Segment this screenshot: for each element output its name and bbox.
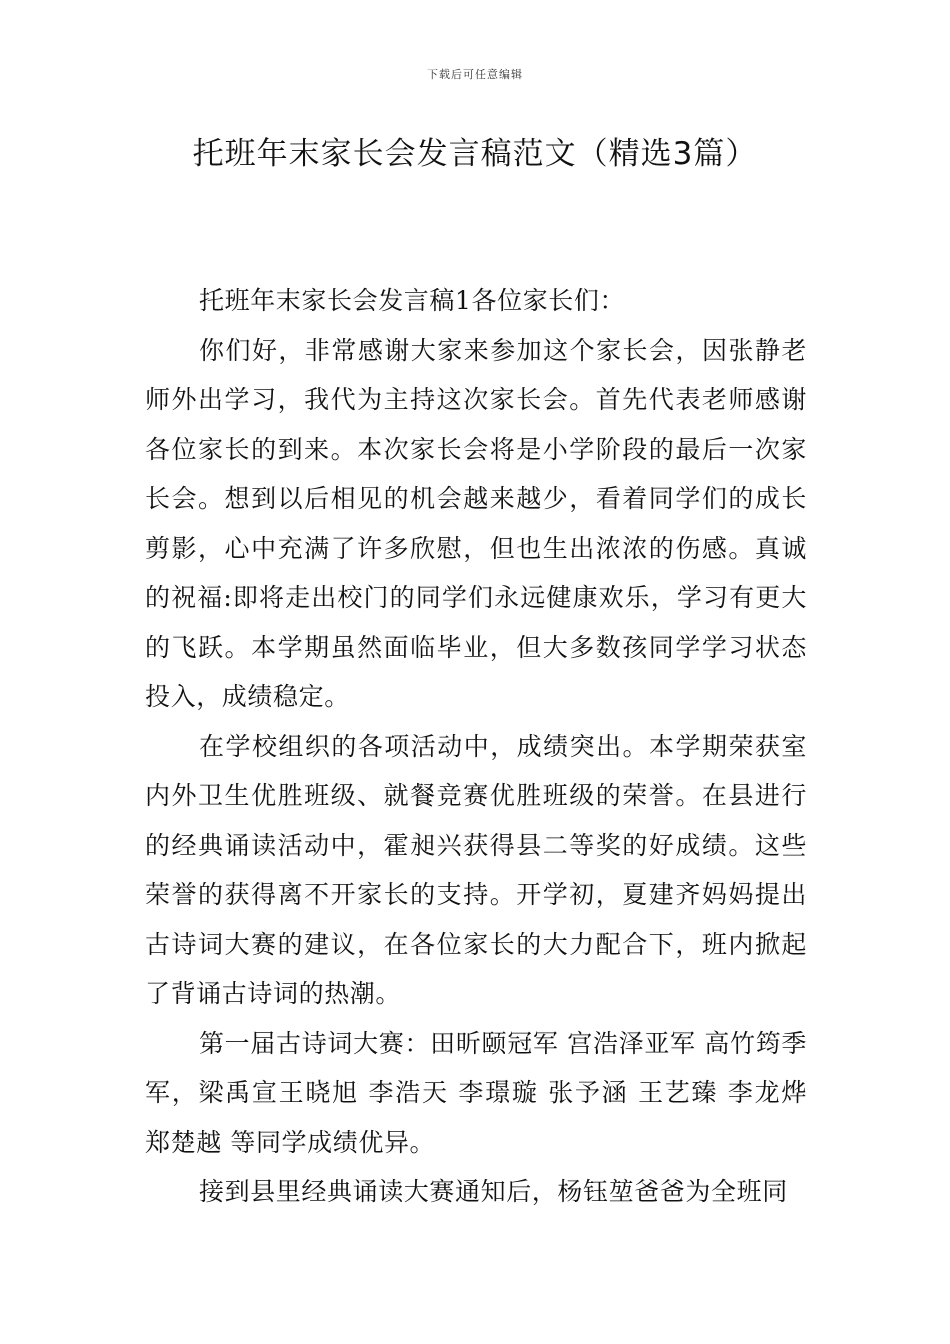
paragraph-recitation: 接到县里经典诵读大赛通知后，杨钰堃爸爸为全班同 <box>199 1177 788 1206</box>
document-title: 托班年末家长会发言稿范文（精选3篇） <box>192 136 758 172</box>
paragraph-intro: 你们好，非常感谢大家来参加这个家长会，因张静老师外出学习，我代为主持这次家长会。首先代表老师感谢各位家长的到来。本次家长会将是小学阶段的最后一次家长会。想到以后相见的机会越来越少，看着同学们的成长剪影，心中充满了许多欣慰，但也生出浓浓的伤感。真诚的祝福:即将走出校门的同学们永远健康欢乐，学习有更大的飞跃。本学期虽然面临毕业，但大多数孩同学学习状态投入，成绩稳定。 <box>145 335 807 711</box>
paragraph-poetry-contest: 第一届古诗词大赛：田昕颐冠军 宫浩泽亚军 高竹筠季军，梁禹宣王晓旭 李浩天 李璟璇 张予涵 王艺臻 李龙烨 郑楚越 等同学成绩优异。 <box>145 1028 807 1157</box>
paragraph-greeting: 托班年末家长会发言稿1各位家长们： <box>199 286 626 315</box>
header-note: 下载后可任意编辑 <box>427 68 523 81</box>
paragraph-activities: 在学校组织的各项活动中，成绩突出。本学期荣获室内外卫生优胜班级、就餐竞赛优胜班级的荣誉。在县进行的经典诵读活动中，霍昶兴获得县二等奖的好成绩。这些荣誉的获得离不开家长的支持。开学初，夏建齐妈妈提出古诗词大赛的建议，在各位家长的大力配合下，班内掀起了背诵古诗词的热潮。 <box>145 731 807 1008</box>
document-body <box>145 276 807 1217</box>
